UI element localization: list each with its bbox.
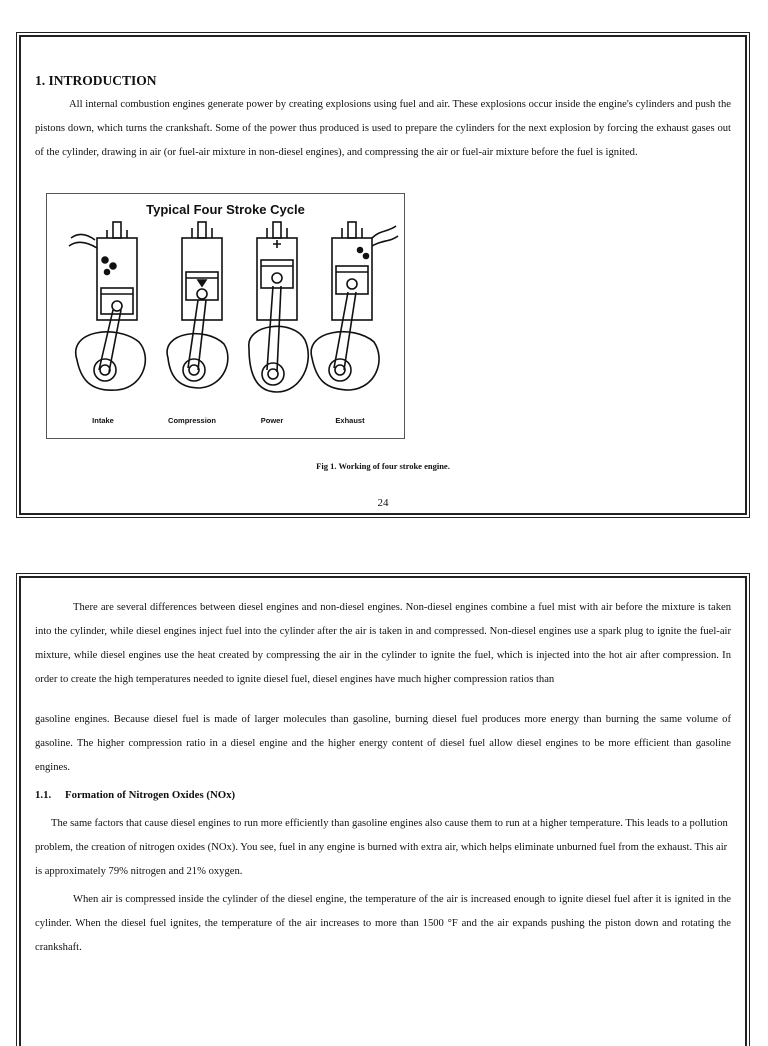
figure-title: Typical Four Stroke Cycle (146, 202, 305, 217)
page-number: 24 (377, 497, 389, 509)
intro-paragraph: All internal combustion engines generate power by creating explosions using fuel and air. These explosions occur inside the engine's cylinders and push the pistons down, which turns the crankshaft. Some of the power thus produced is used to prepare the cylinders for the next explosion by forcing the exhaust gases out of the cylinder, drawing in air (or fuel-air mixture in non-diesel engines), and compressing the air or fuel-air mixture before the fuel is ignited. (35, 99, 731, 158)
label-exhaust: Exhaust (335, 416, 365, 425)
paragraph-nox-formation: The same factors that cause diesel engines to run more efficiently than gasoline engines also cause them to run at a higher temperature. This leads to a pollution problem, the creation of nitrogen oxides (NOx). You see, fuel in any engine is burned with extra air, which helps eliminate unburned fuel from the exhaust. This air is approximately 79% nitrogen and 21% oxygen. (35, 818, 728, 877)
section-title: Formation of Nitrogen Oxides (NOx) (65, 789, 236, 801)
engine-exhaust-drawing (311, 222, 398, 390)
paragraph-diesel-efficiency: gasoline engines. Because diesel fuel is made of larger molecules than gasoline, burning diesel fuel produces more energy than burning the same volume of gasoline. The higher compression ratio in a diesel engine and the higher energy content of diesel fuel allow diesel engines to be more efficient than gasoline engines. (35, 714, 731, 773)
document-page-1 (19, 35, 747, 515)
label-power: Power (260, 416, 284, 425)
section-number: 1.1. (35, 789, 52, 801)
engine-intake-drawing (69, 222, 145, 390)
figure-caption: Fig 1. Working of four stroke engine. (316, 461, 450, 471)
engine-power-drawing (249, 222, 309, 392)
section-heading-introduction: 1. INTRODUCTION (35, 73, 157, 88)
label-intake: Intake (92, 416, 114, 425)
paragraph-compression-temperature: When air is compressed inside the cylinder of the diesel engine, the temperature of the air is increased enough to ignite diesel fuel after it is ignited in the cylinder. When the diesel fuel ignites, the temperature of the air increases to more than 1500 °F and the air expands pushing the piston down and rotating the crankshaft. (35, 894, 731, 953)
document-page-2 (19, 576, 747, 1046)
four-stroke-illustration (47, 220, 404, 438)
four-stroke-figure (46, 193, 405, 439)
label-compression: Compression (168, 416, 216, 425)
paragraph-diesel-differences: There are several differences between diesel engines and non-diesel engines. Non-diesel engines combine a fuel mist with air before the mixture is taken into the cylinder, while diesel engines inject fuel into the cylinder after the air is taken in and compressed. Non-diesel engines use a spark plug to ignite the fuel-air mixture, while diesel engines use the heat created by compressing the air in the cylinder to ignite the fuel, which is injected into the hot air after compression. In order to create the high temperatures needed to ignite diesel fuel, diesel engines have much higher compression ratios than (35, 602, 731, 685)
engine-compression-drawing (167, 222, 228, 388)
section-heading-nox (35, 789, 235, 801)
